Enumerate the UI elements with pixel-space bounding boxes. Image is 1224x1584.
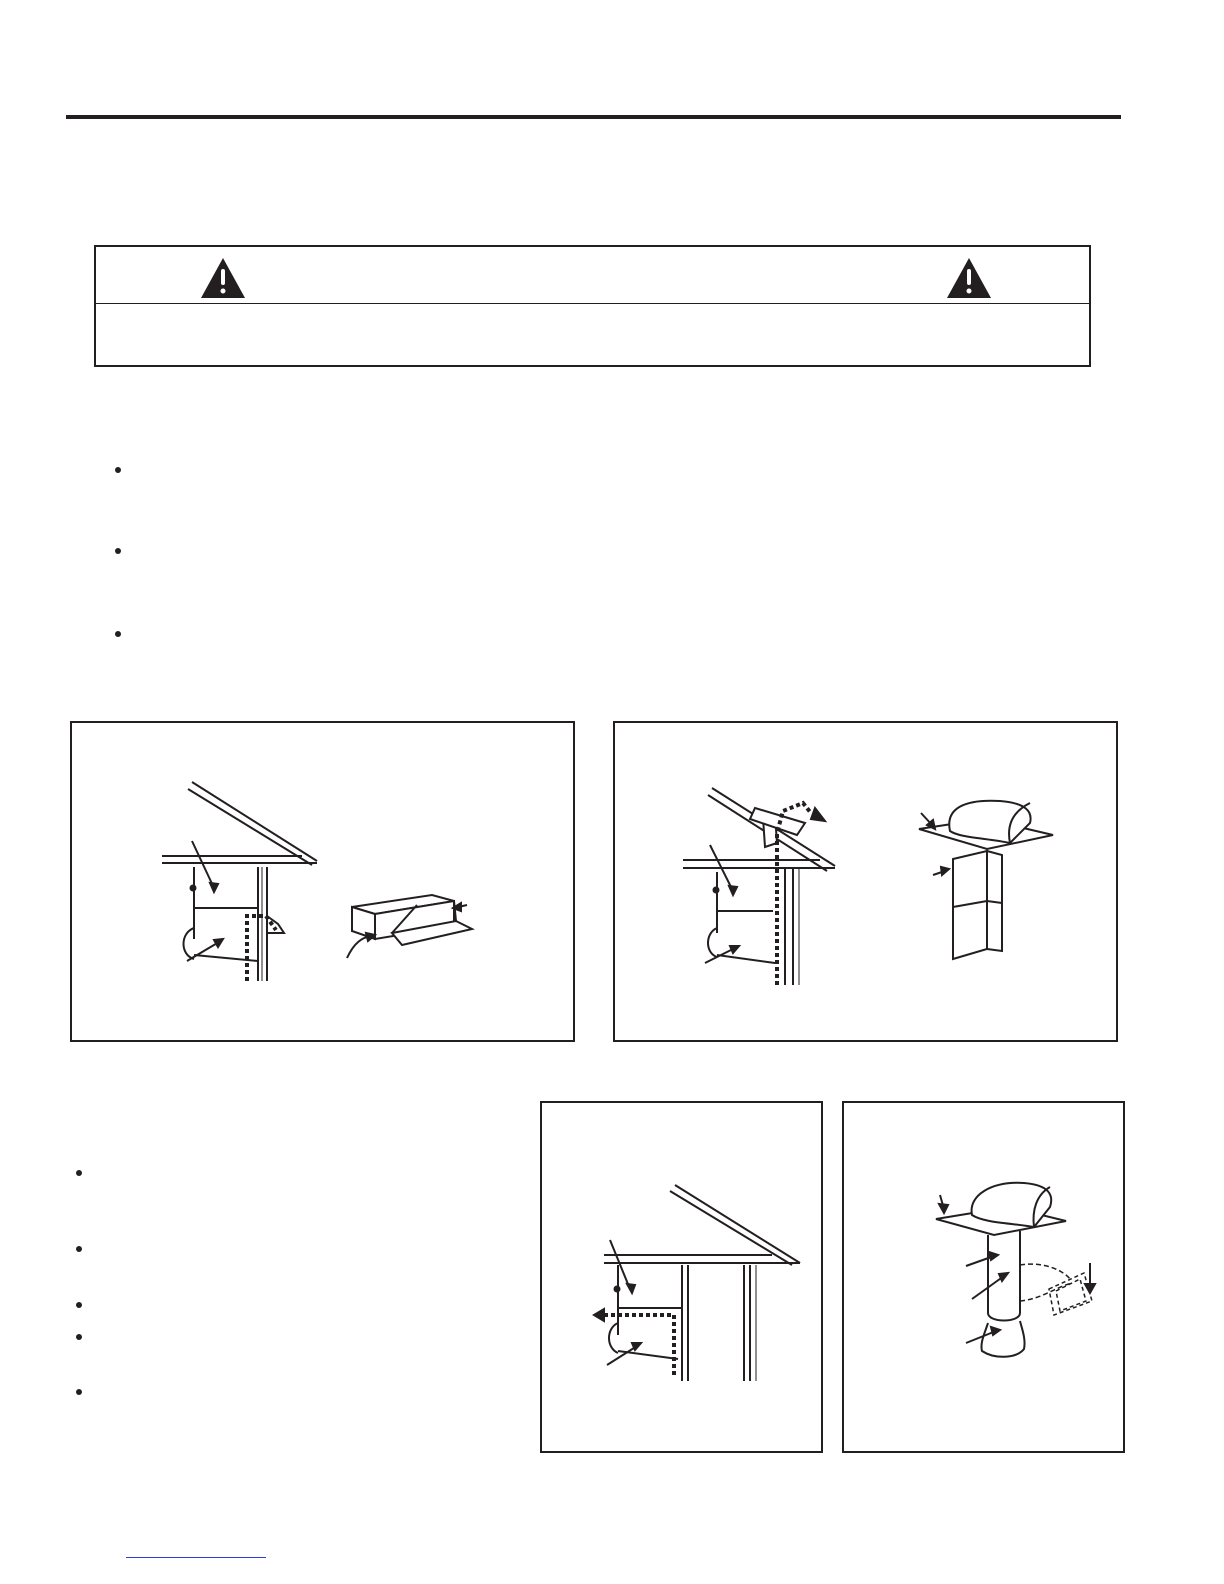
figure-roof-vent — [613, 721, 1118, 1042]
header-rule — [66, 115, 1121, 119]
bullet — [76, 1334, 82, 1340]
figure-soffit-vent — [540, 1101, 823, 1453]
warning-divider — [96, 303, 1089, 304]
warning-triangle-icon — [946, 257, 992, 299]
figure-roof-cap-duct — [842, 1101, 1125, 1453]
bullet — [76, 1170, 82, 1176]
bullet — [76, 1246, 82, 1252]
bullet — [115, 548, 121, 554]
warning-triangle-icon — [200, 257, 246, 299]
footer-link-underline[interactable] — [126, 1557, 266, 1558]
figure-wall-vent — [70, 721, 575, 1042]
bullet — [76, 1389, 82, 1395]
bullet — [76, 1302, 82, 1308]
bullet — [115, 467, 121, 473]
bullet — [115, 631, 121, 637]
warning-box — [94, 245, 1091, 367]
